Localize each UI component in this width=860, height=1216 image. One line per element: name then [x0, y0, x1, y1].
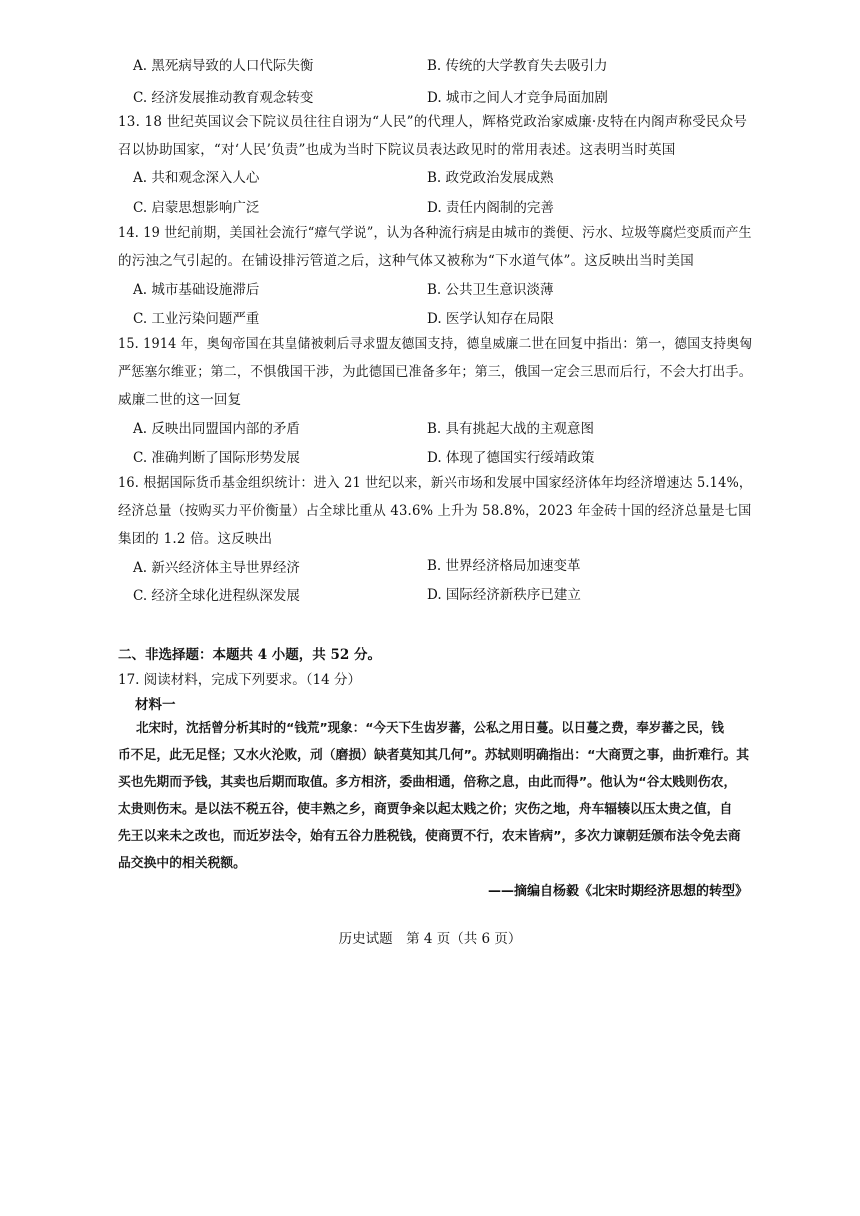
q14-stem-line-2: 的污浊之气引起的。在铺设排污管道之后，这种气体又被称为“下水道气体”。这反映出当时美国	[118, 253, 694, 269]
q14-option-c: C. 工业污染问题严重	[133, 311, 260, 327]
material-line-6: 品交换中的相关税额。	[118, 856, 246, 871]
q16-stem-line-1: 16. 根据国际货币基金组织统计：进入 21 世纪以来，新兴市场和发展中国家经济体年均经济增速达 5.14%，	[118, 475, 753, 491]
q15-option-c: C. 准确判断了国际形势发展	[133, 450, 300, 466]
q15-stem-line-3: 威廉二世的这一回复	[118, 392, 242, 408]
q16-stem-line-2: 经济总量（按购买力平价衡量）占全球比重从 43.6% 上升为 58.8%，2023 年金砖十国的经济总量是七国	[118, 503, 752, 519]
material-line-4: 太贵则伤末。是以法不税五谷，使丰熟之乡，商贾争籴以起太贱之价；灾伤之地，舟车辐辏以压太贵之值，自	[118, 802, 733, 817]
q12-option-c: C. 经济发展推动教育观念转变	[133, 90, 314, 106]
q16-option-b: B. 世界经济格局加速变革	[427, 558, 581, 574]
q14-option-a: A. 城市基础设施滞后	[133, 282, 260, 298]
q13-option-d: D. 责任内阁制的完善	[427, 200, 554, 216]
material-source: ——摘编自杨毅《北宋时期经济思想的转型》	[487, 884, 748, 899]
q15-option-a: A. 反映出同盟国内部的矛盾	[133, 421, 300, 437]
q15-stem-line-2: 严惩塞尔维亚；第二，不惧俄国干涉，为此德国已准备多年；第三，俄国一定会三思而后行，不会大打出手。	[118, 364, 752, 380]
q12-option-a: A. 黑死病导致的人口代际失衡	[133, 58, 314, 74]
q14-option-b: B. 公共卫生意识淡薄	[427, 282, 554, 298]
q14-stem-line-1: 14. 19 世纪前期，美国社会流行“瘴气学说”，认为各种流行病是由城市的粪便、污水、垃圾等腐烂变质而产生	[118, 225, 752, 241]
material-title: 材料一	[135, 697, 176, 713]
q13-option-c: C. 启蒙思想影响广泛	[133, 200, 260, 216]
q12-option-b: B. 传统的大学教育失去吸引力	[427, 58, 608, 74]
q14-option-d: D. 医学认知存在局限	[427, 311, 554, 327]
page-footer: 历史试题 第 4 页（共 6 页）	[338, 931, 522, 947]
q13-option-b: B. 政党政治发展成熟	[427, 170, 554, 186]
q12-option-d: D. 城市之间人才竞争局面加剧	[427, 90, 608, 106]
q16-option-a: A. 新兴经济体主导世界经济	[133, 560, 300, 576]
section-heading: 二、非选择题：本题共 4 小题，共 52 分。	[118, 647, 381, 663]
q15-stem-line-1: 15. 1914 年，奥匈帝国在其皇储被刺后寻求盟友德国支持，德皇威廉二世在回复中指出：第一，德国支持奥匈	[118, 336, 753, 352]
material-line-2: 币不足，此无足怪；又水火沦败，刓（磨损）缺者莫知其几何”。苏轼则明确指出：“大商贾之事，曲折难行。其	[118, 748, 750, 763]
q15-option-b: B. 具有挑起大战的主观意图	[427, 421, 595, 437]
q16-option-d: D. 国际经济新秩序已建立	[427, 587, 581, 603]
material-line-5: 先王以来未之改也，而近岁法令，始有五谷力胜税钱，使商贾不行，农末皆病”，多次力谏朝廷颁布法令免去商	[118, 829, 741, 844]
q13-stem-line-2: 召以协助国家，“对‘人民’负责”也成为当时下院议员表达政见时的常用表述。这表明当时英国	[118, 142, 676, 158]
q13-option-a: A. 共和观念深入人心	[133, 170, 260, 186]
material-line-3: 买也先期而予钱，其卖也后期而取值。多方相济，委曲相通，倍称之息，由此而得”。他认为“谷太贱则伤农，	[118, 775, 737, 790]
q17-stem: 17. 阅读材料，完成下列要求。（14 分）	[118, 672, 361, 688]
q16-option-c: C. 经济全球化进程纵深发展	[133, 588, 300, 604]
material-line-1: 北宋时，沈括曾分析其时的“钱荒”现象：“今天下生齿岁蕃，公私之用日蔓。以日蔓之费，奉岁蕃之民，钱	[136, 721, 724, 736]
q16-stem-line-3: 集团的 1.2 倍。这反映出	[118, 531, 273, 547]
q15-option-d: D. 体现了德国实行绥靖政策	[427, 450, 595, 466]
q13-stem-line-1: 13. 18 世纪英国议会下院议员往往自诩为“人民”的代理人，辉格党政治家威廉·皮特在内阁声称受民众号	[118, 114, 748, 130]
